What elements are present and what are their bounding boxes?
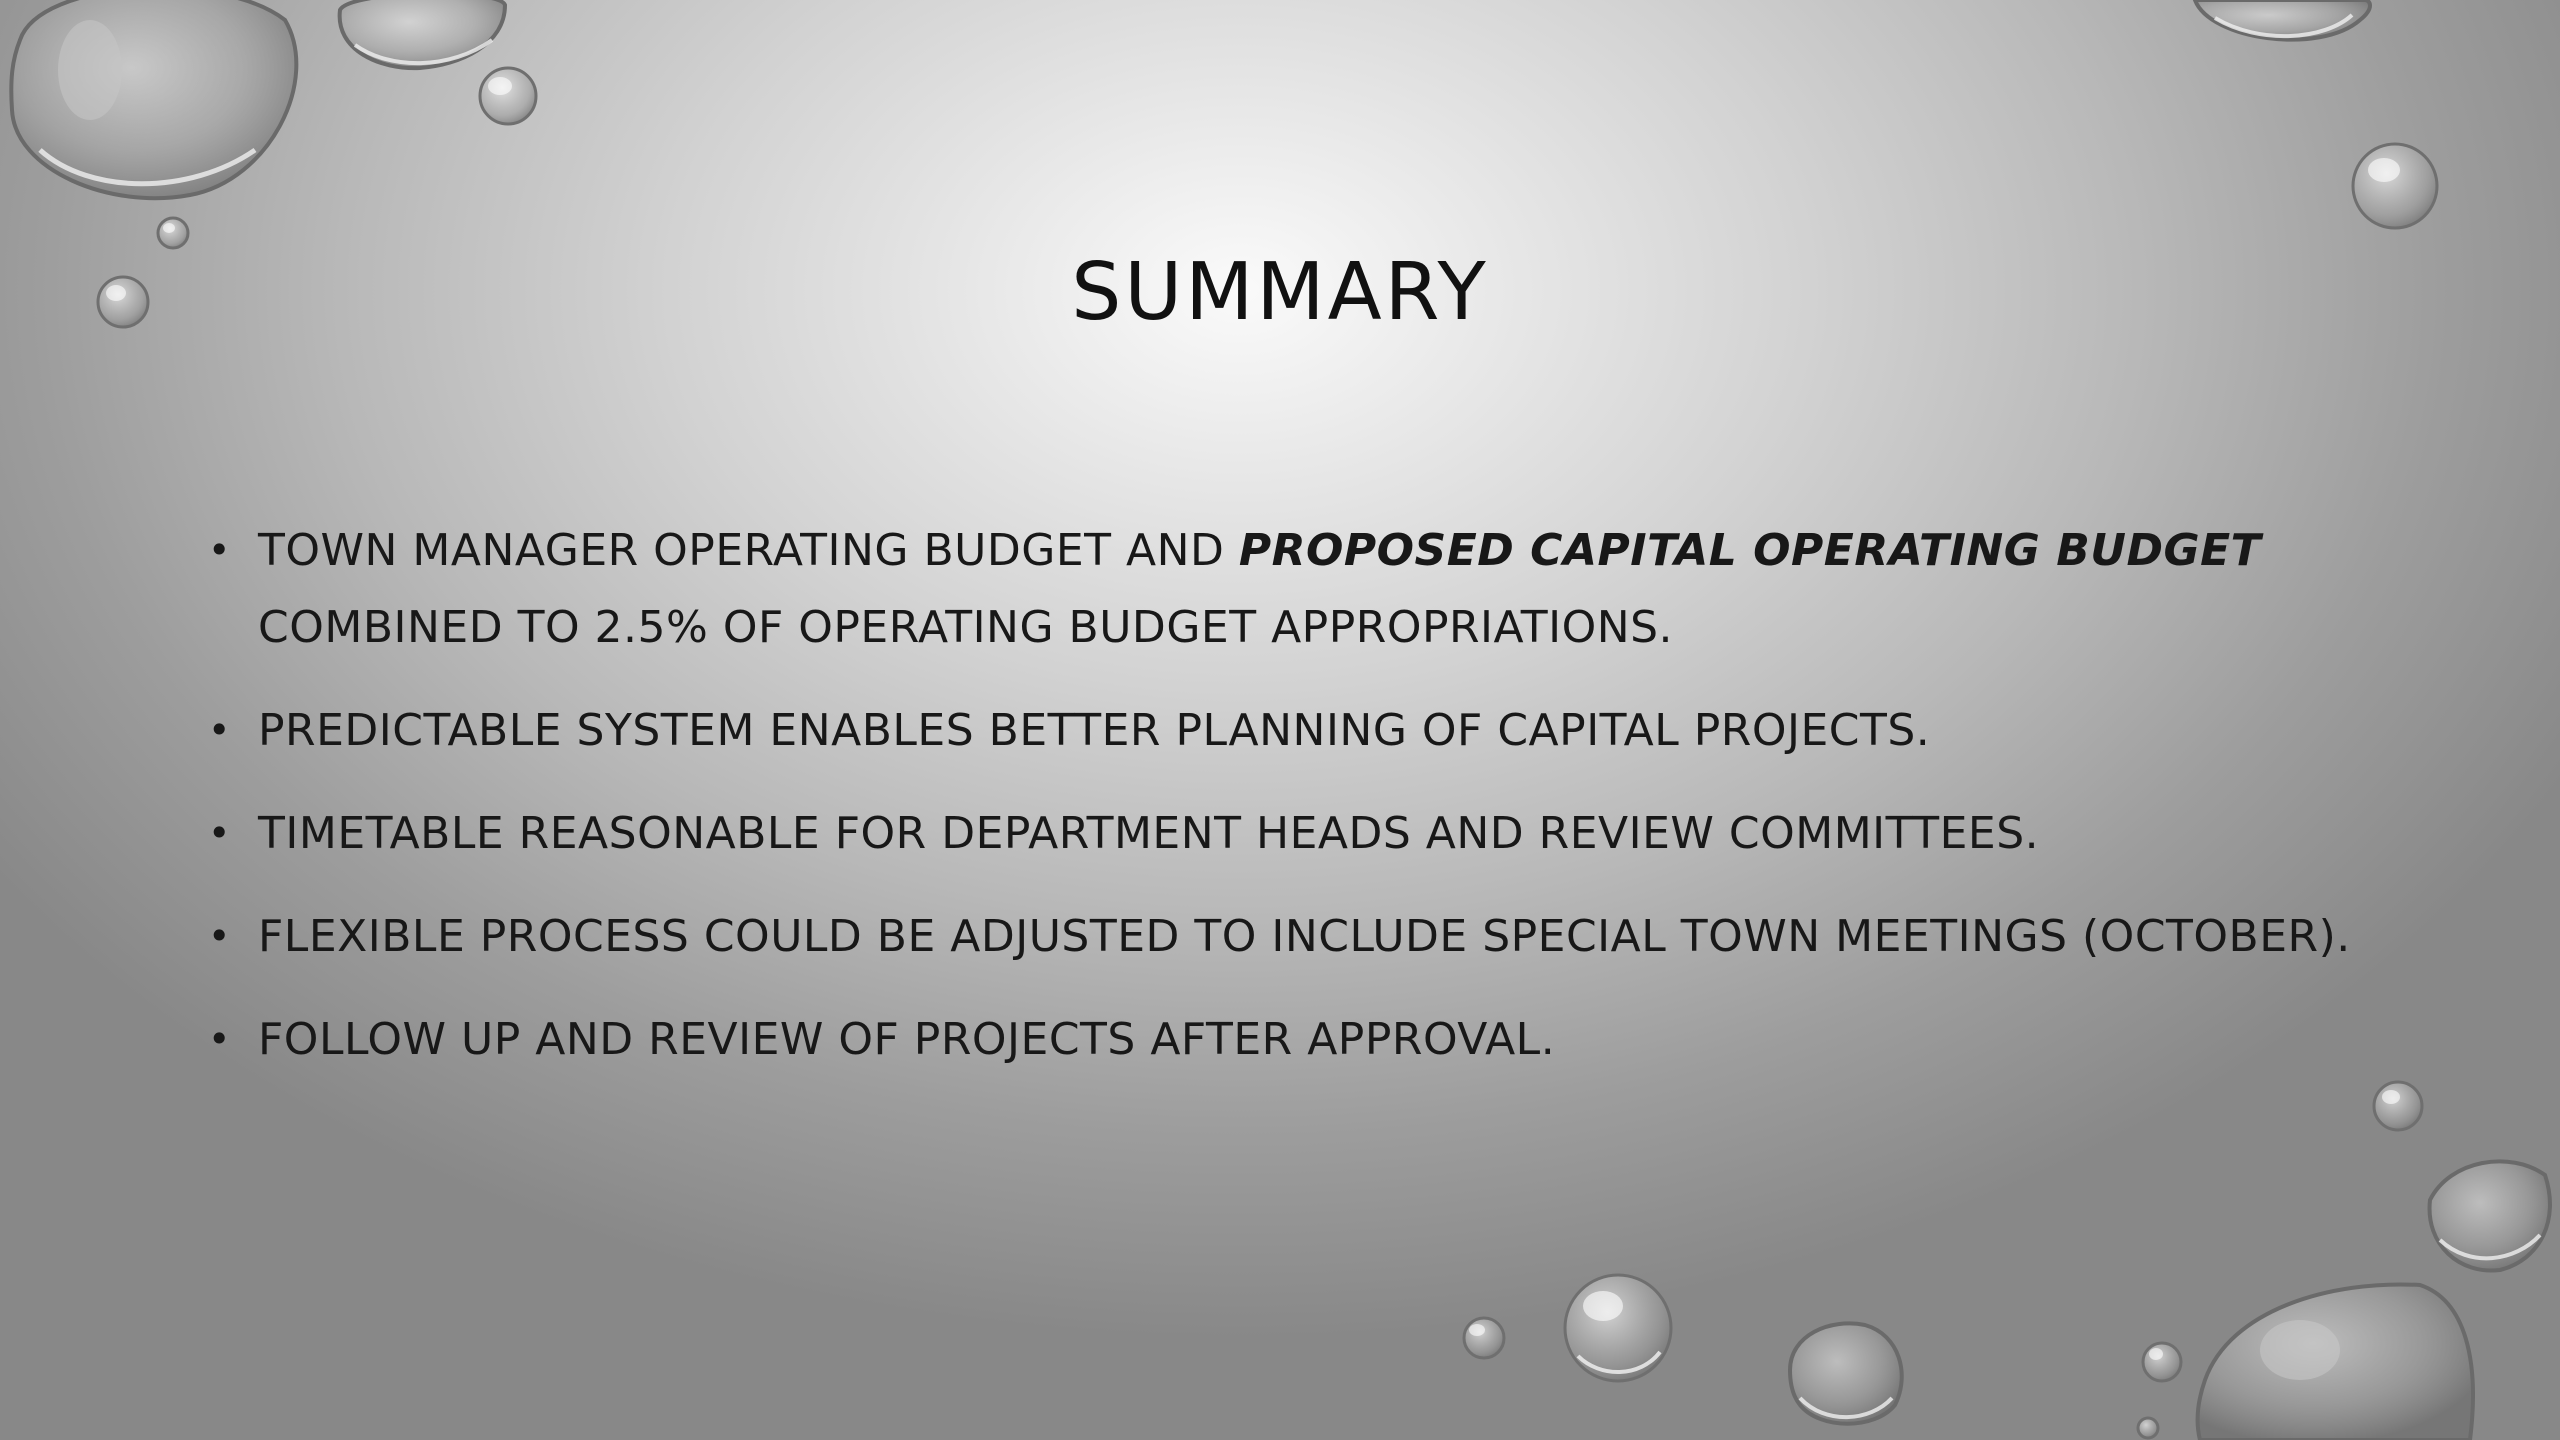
bullet-emphasis-text: PROPOSED CAPITAL OPERATING BUDGET [1238,525,2262,576]
bullet-item [208,512,2408,666]
droplet [1790,1323,1902,1423]
droplet [2353,144,2437,228]
droplet [2143,1343,2181,1381]
bullet-text: PREDICTABLE SYSTEM ENABLES BETTER PLANNING OF CAPITAL PROJECTS. [258,705,1931,756]
bullet-list [208,512,2408,1104]
droplet [340,0,505,68]
bullet-text: TIMETABLE REASONABLE FOR DEPARTMENT HEADS AND REVIEW COMMITTEES. [258,808,2040,859]
droplet [2430,1161,2550,1270]
bullet-text: TOWN MANAGER OPERATING BUDGET AND [258,525,1239,576]
bullet-item [208,898,2408,975]
droplet [11,0,296,198]
bullet-item [208,1001,2408,1078]
droplet [1464,1318,1504,1358]
bullet-text-continued: COMBINED TO 2.5% OF OPERATING BUDGET APPROPRIATIONS. [258,602,1674,653]
slide-title: SUMMARY [1071,246,1489,338]
bullet-item [208,795,2408,872]
droplet [158,218,188,248]
bullet-text: FLEXIBLE PROCESS COULD BE ADJUSTED TO INCLUDE SPECIAL TOWN MEETINGS (OCTOBER). [258,911,2351,962]
droplet [480,68,536,124]
droplet [2195,0,2370,40]
droplet [2138,1418,2158,1438]
bullet-item [208,692,2408,769]
droplet [1565,1275,1671,1381]
bullet-text: FOLLOW UP AND REVIEW OF PROJECTS AFTER APPROVAL. [258,1014,1556,1065]
droplet [2198,1284,2473,1440]
